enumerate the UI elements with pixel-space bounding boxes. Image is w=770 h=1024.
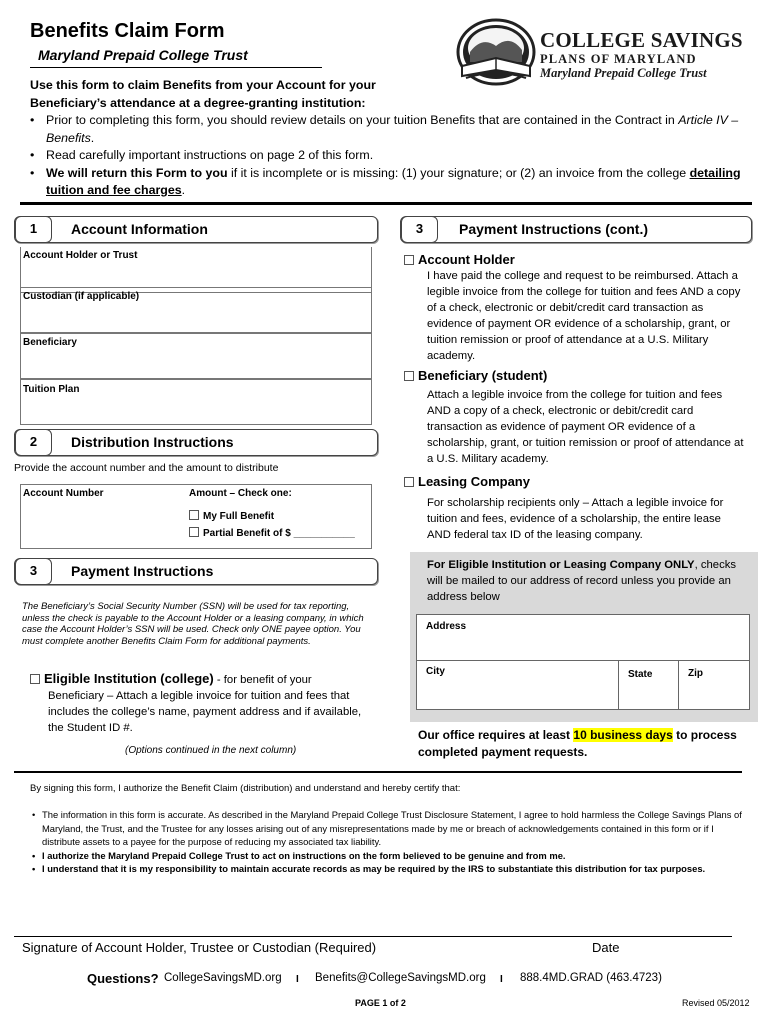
certification-item-2: • I authorize the Maryland Prepaid College Trust to act on instructions on the form believed to be genuine and from me. [30, 849, 750, 863]
section2-note: Provide the account number and the amount to distribute [14, 462, 279, 474]
section3b-title: Payment Instructions (cont.) [459, 221, 649, 237]
footer-separator-2: I [500, 974, 503, 985]
phone-number: 888.4MD.GRAD (463.4723) [520, 972, 662, 984]
state-label: State [628, 669, 653, 680]
leasing-company-option[interactable]: Leasing Company [404, 474, 530, 489]
intro-bullet-1: • Prior to completing this form, you should review details on your tuition Benefits that are contained in the Contract in Article IV – Benefits. [30, 112, 750, 147]
form-title: Benefits Claim Form [30, 20, 225, 42]
footer-separator-1: I [296, 974, 299, 985]
revision-date: Revised 05/2012 [682, 998, 750, 1008]
certification-item-3: • I understand that it is my responsibility to maintain accurate records as may be required by the IRS to substantiate this distribution for tax purposes. [30, 862, 750, 876]
intro-bullet-3: • We will return this Form to you if it is incomplete or is missing: (1) your signature; or (2) an invoice from the college detailing tuition and fee charges. [30, 165, 750, 200]
options-continued-note: (Options continued in the next column) [125, 745, 297, 756]
signature-line[interactable] [14, 936, 732, 937]
account-holder-checkbox[interactable] [404, 255, 414, 265]
processing-days-highlight: 10 business days [573, 728, 673, 742]
section3-number: 3 [15, 558, 52, 585]
logo-line2: PLANS OF MARYLAND [540, 52, 697, 66]
eligible-institution-text: Beneficiary – Attach a legible invoice for tuition and fees that includes the college’s name, payment address and if available, the Student ID #. [48, 690, 362, 734]
partial-benefit-checkbox[interactable] [189, 527, 199, 537]
signature-label: Signature of Account Holder, Trustee or Custodian (Required) [22, 940, 377, 955]
beneficiary-student-text: Attach a legible invoice from the college for tuition and fees AND a copy of a check, electronic or debit/credit card transaction as evidence of payment OR evidence of a scholarship, grant, or tuition remission or proof of attendance at a U.S. Military academy. [427, 389, 744, 465]
beneficiary-field[interactable] [20, 333, 372, 379]
page-number: PAGE 1 of 2 [355, 998, 406, 1008]
certification-item-1: • The information in this form is accurate. As described in the Maryland Prepaid College Trust Disclosure Statement, I agree to hold harmless the College Savings Plans of Maryland, the Trust, and the Trustee for any losses arising out of any misrepresentations made by me or breach of acknowledgements contained in this form or if I distribute assets to a payee for the purpose of reducing my associated tax liability. [30, 808, 750, 849]
leasing-company-checkbox[interactable] [404, 477, 414, 487]
full-benefit-option[interactable]: My Full Benefit [189, 510, 274, 522]
eligible-institution-checkbox[interactable] [30, 674, 40, 684]
intro-bullet-2: • Read carefully important instructions on page 2 of this form. [30, 147, 750, 165]
website-link[interactable]: CollegeSavingsMD.org [164, 972, 282, 984]
beneficiary-student-option[interactable]: Beneficiary (student) [404, 368, 547, 383]
zip-label: Zip [688, 668, 703, 679]
leasing-company-text: For scholarship recipients only – Attach a legible invoice for tuition and fees, evidence of a scholarship, the entire lease AND federal tax ID of the leasing company. [427, 497, 724, 541]
date-label: Date [592, 940, 620, 955]
certification-lead: By signing this form, I authorize the Benefit Claim (distribution) and understand and hereby certify that: [30, 783, 461, 794]
account-holder-label: Account Holder or Trust [23, 250, 138, 261]
questions-label: Questions? [87, 971, 159, 986]
certification-list [30, 808, 750, 876]
subtitle-underline [30, 67, 322, 68]
intro-lead: Use this form to claim Benefits from your Account for your Beneficiary’s attendance at a degree-granting institution: [30, 78, 376, 110]
tuition-plan-label: Tuition Plan [23, 384, 80, 395]
address-label: Address [426, 621, 467, 632]
state-field[interactable] [619, 661, 679, 709]
eligible-institution-option[interactable]: Eligible Institution (college) - for benefit of your Beneficiary – Attach a legible invoice for tuition and fees that includes the college’s name, payment address and if available, the Student ID #. [30, 671, 366, 736]
tuition-plan-field[interactable] [20, 379, 372, 425]
certification-divider [14, 771, 742, 773]
beneficiary-student-checkbox[interactable] [404, 371, 414, 381]
custodian-label: Custodian (if applicable) [23, 291, 140, 302]
distribution-table [20, 484, 372, 549]
section2-title: Distribution Instructions [71, 434, 234, 450]
section2-header [14, 429, 378, 456]
section3-header [14, 558, 378, 585]
city-field[interactable] [417, 661, 619, 709]
zip-field[interactable] [679, 661, 749, 709]
section3b-number: 3 [401, 216, 438, 243]
account-holder-option[interactable]: Account Holder [404, 252, 515, 267]
partial-benefit-amount[interactable]: $ ___________ [285, 528, 355, 539]
header-divider [20, 202, 752, 205]
eligible-institution-note: For Eligible Institution or Leasing Company ONLY, checks will be mailed to our address of record unless you provide an address below [427, 559, 737, 603]
ssn-note: The Beneficiary’s Social Security Number (SSN) will be used for tax reporting, unless the check is payable to the Account Holder or a leasing company, in which case the Account Holder’s SSN will be used. Check only ONE payee option. You must complete another Benefits Claim Form for additional payments. [22, 601, 364, 647]
logo-line1: COLLEGE SAVINGS [540, 28, 743, 52]
city-label: City [426, 666, 445, 677]
section1-title: Account Information [71, 221, 208, 237]
logo-line3: Maryland Prepaid College Trust [540, 66, 707, 80]
account-holder-text: I have paid the college and request to be reimbursed. Attach a legible invoice from the college for tuition and fees AND a copy of a check, electronic or debit/credit card transaction as evidence of payment OR evidence of a scholarship, grant, or tuition remission or proof of attendance at a U.S. Military academy. [427, 270, 741, 362]
form-subtitle: Maryland Prepaid College Trust [38, 47, 248, 63]
beneficiary-label: Beneficiary [23, 337, 77, 348]
custodian-field[interactable] [20, 287, 372, 333]
address-field[interactable] [417, 615, 749, 661]
address-grid [416, 614, 750, 710]
processing-time-note: Our office requires at least 10 business days to process completed payment requests. [418, 728, 737, 759]
account-number-header: Account Number [23, 488, 104, 499]
intro-text [30, 77, 750, 200]
amount-header: Amount – Check one: [189, 488, 292, 499]
section1-number: 1 [15, 216, 52, 243]
section1-header [14, 216, 378, 243]
email-link[interactable]: Benefits@CollegeSavingsMD.org [315, 972, 486, 984]
partial-benefit-option[interactable]: Partial Benefit of $ ___________ [189, 527, 355, 539]
section3-title: Payment Instructions [71, 563, 214, 579]
eligible-institution-title: Eligible Institution (college) [44, 671, 214, 686]
section2-number: 2 [15, 429, 52, 456]
full-benefit-checkbox[interactable] [189, 510, 199, 520]
section3b-header [400, 216, 752, 243]
